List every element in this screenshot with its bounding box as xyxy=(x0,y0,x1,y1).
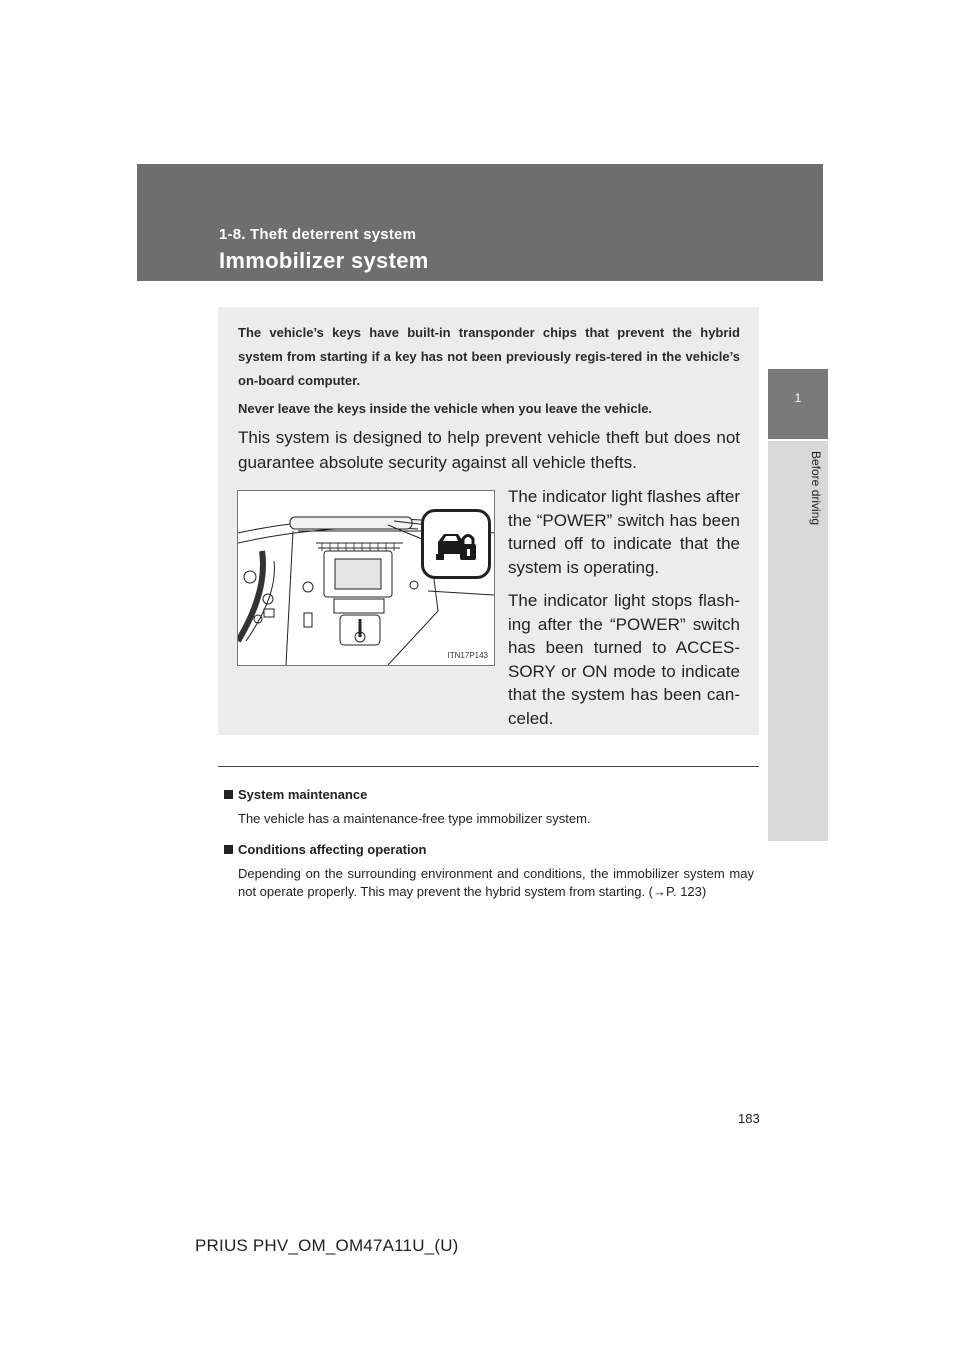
bullet-square-icon xyxy=(224,790,233,799)
indicator-description xyxy=(508,485,740,740)
intro-paragraph-1: The vehicle’s keys have built-in transponder chips that prevent the hybrid system from starting if a key has not been previously regis-tered in the vehicle’s on-board computer. xyxy=(238,325,740,388)
info-box xyxy=(218,307,759,735)
chapter-tab xyxy=(768,441,828,841)
intro-text xyxy=(238,321,740,421)
section-label: 1-8. Theft deterrent system xyxy=(219,226,417,243)
chapter-number-tab xyxy=(768,369,828,439)
page-title: Immobilizer system xyxy=(219,248,429,273)
page-number: 183 xyxy=(738,1111,760,1126)
car-lock-indicator-icon xyxy=(421,509,491,579)
chapter-label: Before driving xyxy=(809,451,823,526)
car-lock-glyph xyxy=(424,512,488,576)
note-body-conditions: Depending on the surrounding environment and conditions, the immobilizer system may not operate properly. This may prevent the hybrid system from starting. (→P. 123) xyxy=(238,866,754,899)
note-heading-text: System maintenance xyxy=(238,787,368,802)
note-heading-text: Conditions affecting operation xyxy=(238,842,427,857)
description-paragraph-1: The indicator light flashes after the “POWER” switch has been turned off to indicate that the system is operating. xyxy=(508,487,740,577)
note-heading-maintenance xyxy=(224,787,754,803)
section-divider xyxy=(218,766,759,767)
lead-text: This system is designed to help prevent vehicle theft but does not guarantee absolute security against all vehicle thefts. xyxy=(238,428,740,472)
document-id: PRIUS PHV_OM_OM47A11U_(U) xyxy=(195,1236,459,1255)
description-paragraph-2: The indicator light stops flash-ing after the “POWER” switch has been turned to ACCES-SORY or ON mode to indicate that the system has been can-celed. xyxy=(508,591,740,728)
intro-paragraph-2: Never leave the keys inside the vehicle when you leave the vehicle. xyxy=(238,401,653,416)
bullet-square-icon xyxy=(224,845,233,854)
note-body-maintenance: The vehicle has a maintenance-free type immobilizer system. xyxy=(238,811,591,826)
chapter-number: 1 xyxy=(794,391,802,405)
dashboard-illustration xyxy=(237,490,495,666)
note-heading-conditions xyxy=(224,842,754,858)
header-band xyxy=(137,164,823,281)
notes-section xyxy=(224,787,754,915)
figure-code: ITN17P143 xyxy=(447,651,488,660)
